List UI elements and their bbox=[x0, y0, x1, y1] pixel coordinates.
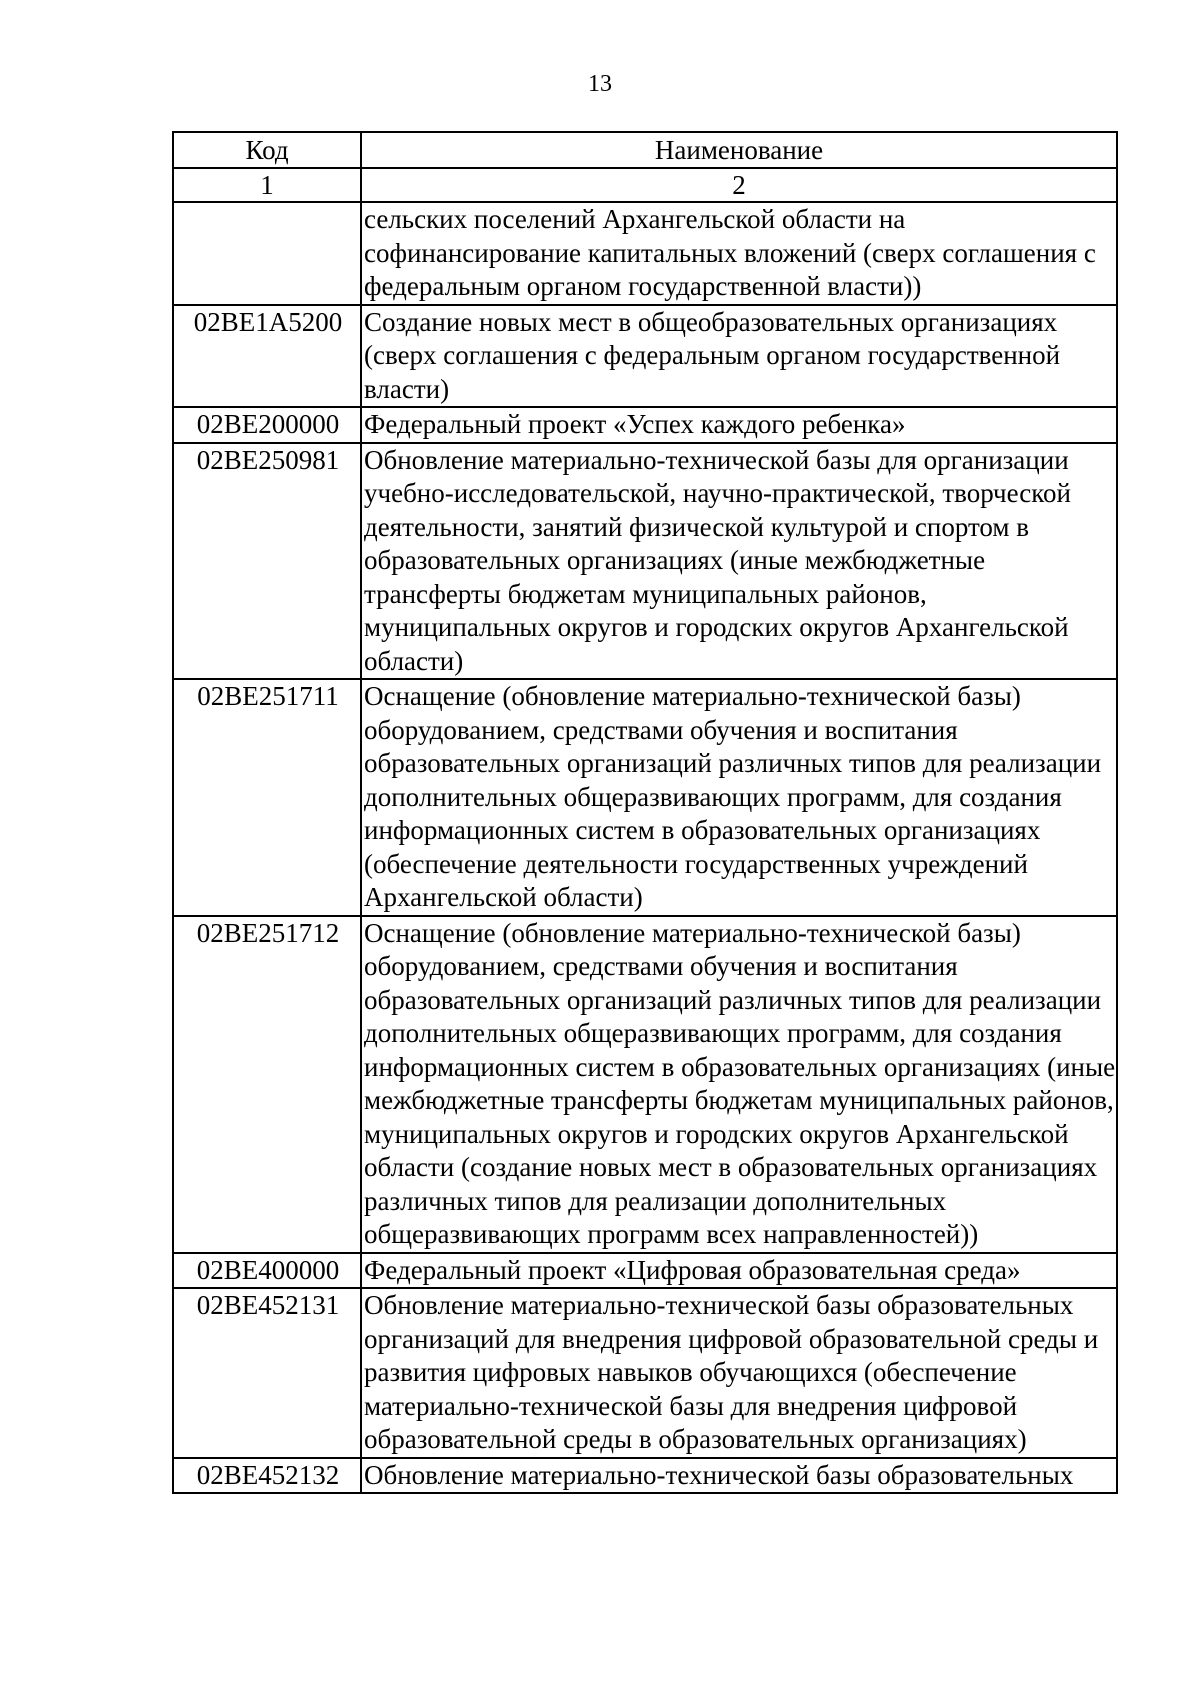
table-row bbox=[173, 407, 1117, 443]
row-name: Оснащение (обновление материально-технической базы) оборудованием, средствами обучения и воспитания образовательных организаций различных типов для реализации дополнительных общеразвивающих программ, для создания информационных систем в образовательных организациях (иные межбюджетные трансферты бюджетам муниципальных районов, муниципальных округов и городских округов Архангельской области (создание новых мест в образовательных организациях различных типов для реализации дополнительных общеразвивающих программ всех направленностей)) bbox=[361, 916, 1117, 1253]
row-code: 02BE251712 bbox=[173, 916, 361, 1253]
column-number-2: 2 bbox=[361, 168, 1117, 202]
row-name: сельских поселений Архангельской области на софинансирование капитальных вложений (сверх соглашения с федеральным органом государственной власти)) bbox=[361, 202, 1117, 305]
table-row bbox=[173, 305, 1117, 408]
page-number: 13 bbox=[588, 71, 612, 97]
row-name: Обновление материально-технической базы образовательных организаций для внедрения цифровой образовательной среды и развития цифровых навыков обучающихся (обеспечение материально-технической базы для внедрения цифровой образовательной среды в образовательных организациях) bbox=[361, 1288, 1117, 1458]
row-name: Обновление материально-технической базы для организации учебно-исследовательской, научно-практической, творческой деятельности, занятий физической культурой и спортом в образовательных организациях (иные межбюджетные трансферты бюджетам муниципальных районов, муниципальных округов и городских округов Архангельской области) bbox=[361, 443, 1117, 680]
header-code: Код bbox=[173, 132, 361, 168]
table-row bbox=[173, 916, 1117, 1253]
table-row bbox=[173, 443, 1117, 680]
column-number-1: 1 bbox=[173, 168, 361, 202]
row-name: Федеральный проект «Цифровая образовательная среда» bbox=[361, 1253, 1117, 1289]
header-row bbox=[173, 132, 1117, 168]
table-row bbox=[173, 202, 1117, 305]
row-code: 02BE452132 bbox=[173, 1458, 361, 1494]
table-row bbox=[173, 679, 1117, 916]
row-code bbox=[173, 202, 361, 305]
column-number-row bbox=[173, 168, 1117, 202]
table-row bbox=[173, 1458, 1117, 1494]
row-code: 02BE200000 bbox=[173, 407, 361, 443]
table-row bbox=[173, 1288, 1117, 1458]
row-code: 02BE400000 bbox=[173, 1253, 361, 1289]
table-row bbox=[173, 1253, 1117, 1289]
row-code: 02BE1A5200 bbox=[173, 305, 361, 408]
row-code: 02BE250981 bbox=[173, 443, 361, 680]
row-name: Оснащение (обновление материально-технической базы) оборудованием, средствами обучения и воспитания образовательных организаций различных типов для реализации дополнительных общеразвивающих программ, для создания информационных систем в образовательных организациях (обеспечение деятельности государственных учреждений Архангельской области) bbox=[361, 679, 1117, 916]
row-code: 02BE452131 bbox=[173, 1288, 361, 1458]
row-name: Федеральный проект «Успех каждого ребенка» bbox=[361, 407, 1117, 443]
row-name: Создание новых мест в общеобразовательных организациях (сверх соглашения с федеральным органом государственной власти) bbox=[361, 305, 1117, 408]
header-name: Наименование bbox=[361, 132, 1117, 168]
budget-code-table bbox=[172, 131, 1118, 1494]
row-name: Обновление материально-технической базы образовательных bbox=[361, 1458, 1117, 1494]
row-code: 02BE251711 bbox=[173, 679, 361, 916]
